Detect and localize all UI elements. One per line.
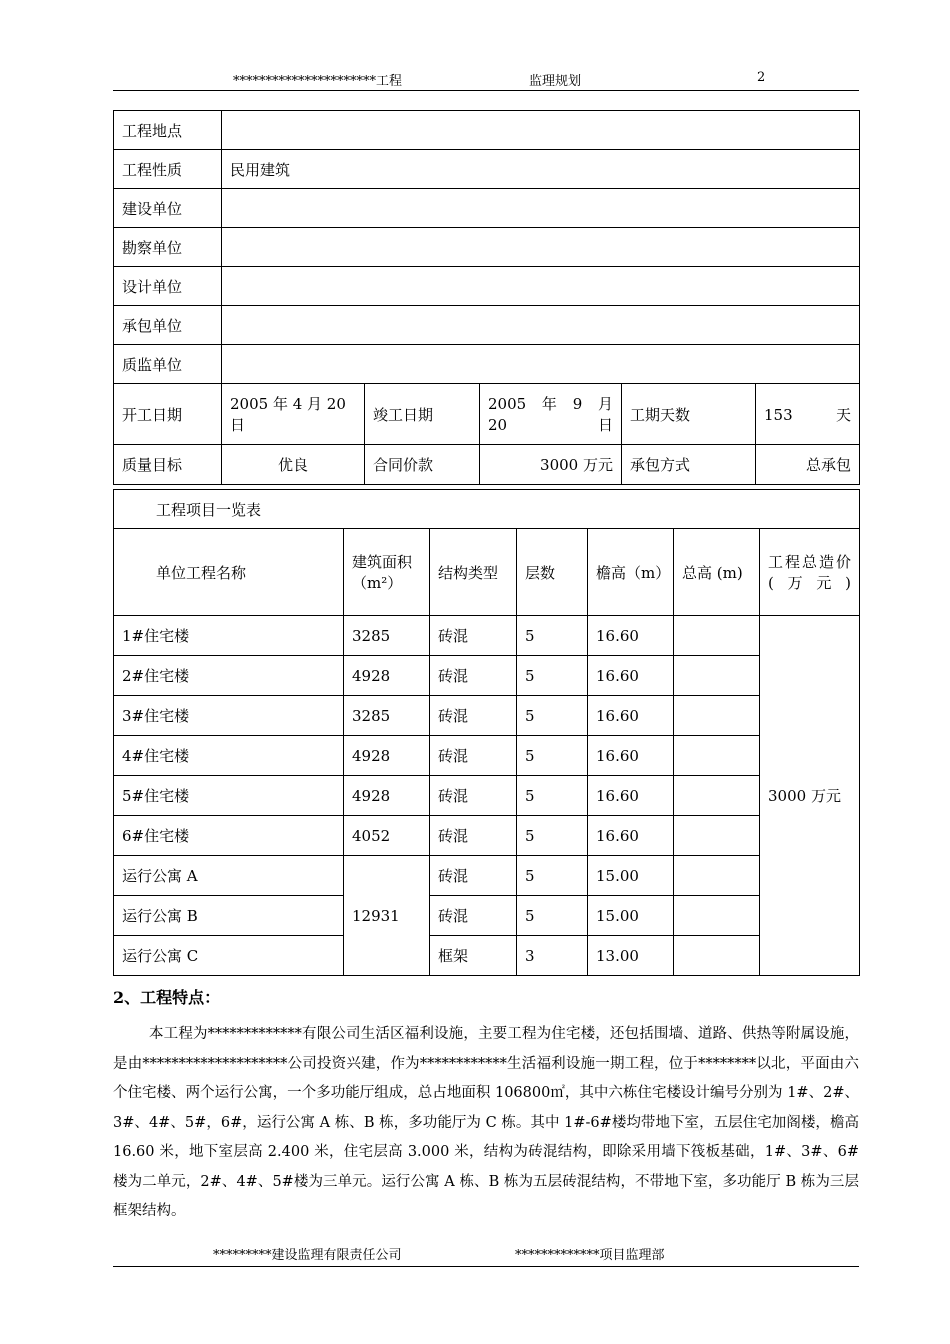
cell-structure: 砖混 (430, 776, 517, 816)
duration-label: 工期天数 (622, 384, 756, 445)
cell-area: 4052 (344, 816, 430, 856)
info-label: 质监单位 (114, 345, 222, 384)
table-row (114, 656, 860, 696)
cell-structure: 框架 (430, 936, 517, 976)
info-value (222, 111, 860, 150)
cell-total-height (674, 696, 760, 736)
cell-area: 3285 (344, 696, 430, 736)
cell-structure: 砖混 (430, 736, 517, 776)
table-row (114, 696, 860, 736)
cell-structure: 砖混 (430, 896, 517, 936)
footer-company: *********建设监理有限责任公司 (213, 1248, 402, 1263)
info-label: 建设单位 (114, 189, 222, 228)
quality-value: 优良 (222, 445, 365, 485)
info-row (114, 228, 860, 267)
table-header-row (114, 529, 860, 616)
info-label: 工程性质 (114, 150, 222, 189)
cell-floors: 5 (517, 736, 588, 776)
cell-name: 运行公寓 C (114, 936, 344, 976)
cell-total-height (674, 656, 760, 696)
table-row (114, 856, 860, 896)
cell-total-height (674, 736, 760, 776)
page-footer (113, 1242, 859, 1267)
cell-name: 3#住宅楼 (114, 696, 344, 736)
col-header-name: 单位工程名称 (114, 529, 344, 616)
col-header-floors: 层数 (517, 529, 588, 616)
price-value: 3000 万元 (480, 445, 622, 485)
cell-eave-height: 16.60 (588, 816, 674, 856)
header-project-name: **********************工程 (233, 74, 403, 89)
cell-area: 4928 (344, 656, 430, 696)
cell-floors: 3 (517, 936, 588, 976)
cell-eave-height: 15.00 (588, 856, 674, 896)
table-row (114, 616, 860, 656)
cell-floors: 5 (517, 696, 588, 736)
info-label: 勘察单位 (114, 228, 222, 267)
cell-area: 4928 (344, 736, 430, 776)
table-row (114, 816, 860, 856)
table-row (114, 936, 860, 976)
cell-structure: 砖混 (430, 696, 517, 736)
cell-total-height (674, 856, 760, 896)
terms-row (114, 445, 860, 485)
cell-name: 4#住宅楼 (114, 736, 344, 776)
info-label: 工程地点 (114, 111, 222, 150)
contract-value: 总承包 (756, 445, 860, 485)
info-label: 设计单位 (114, 267, 222, 306)
table-row (114, 776, 860, 816)
table-row (114, 896, 860, 936)
quality-label: 质量目标 (114, 445, 222, 485)
cell-floors: 5 (517, 816, 588, 856)
cell-floors: 5 (517, 616, 588, 656)
cell-total-height (674, 616, 760, 656)
cell-eave-height: 13.00 (588, 936, 674, 976)
cell-name: 2#住宅楼 (114, 656, 344, 696)
col-header-total-height: 总高 (m) (674, 529, 760, 616)
page-header (113, 66, 859, 91)
section-heading: 2、工程特点： (113, 988, 221, 1007)
cell-floors: 5 (517, 896, 588, 936)
cell-area: 4928 (344, 776, 430, 816)
info-value (222, 345, 860, 384)
info-value (222, 228, 860, 267)
end-date-label: 竣工日期 (365, 384, 480, 445)
info-value (222, 189, 860, 228)
cell-name: 运行公寓 A (114, 856, 344, 896)
cell-structure: 砖混 (430, 816, 517, 856)
info-value (222, 306, 860, 345)
table-title-row (114, 490, 860, 529)
info-label: 承包单位 (114, 306, 222, 345)
cell-floors: 5 (517, 856, 588, 896)
cell-eave-height: 16.60 (588, 656, 674, 696)
info-value: 民用建筑 (222, 150, 860, 189)
cell-eave-height: 16.60 (588, 696, 674, 736)
table-row (114, 736, 860, 776)
col-header-area: 建筑面积（m²） (344, 529, 430, 616)
info-row (114, 267, 860, 306)
col-header-structure: 结构类型 (430, 529, 517, 616)
info-row (114, 150, 860, 189)
cell-area: 3285 (344, 616, 430, 656)
cell-area-merged: 12931 (344, 856, 430, 976)
cell-total-height (674, 896, 760, 936)
info-row (114, 345, 860, 384)
project-list-title: 工程项目一览表 (114, 490, 860, 529)
start-date-label: 开工日期 (114, 384, 222, 445)
col-header-eave-height: 檐高（m） (588, 529, 674, 616)
info-value (222, 267, 860, 306)
cell-structure: 砖混 (430, 656, 517, 696)
footer-department: *************项目监理部 (515, 1248, 665, 1263)
cell-floors: 5 (517, 656, 588, 696)
cell-name: 5#住宅楼 (114, 776, 344, 816)
cell-total-height (674, 936, 760, 976)
cell-name: 1#住宅楼 (114, 616, 344, 656)
info-row (114, 189, 860, 228)
cell-eave-height: 16.60 (588, 776, 674, 816)
end-date-value: 2005 年 9 月 20 日 (480, 384, 622, 445)
dates-row (114, 384, 860, 445)
cell-eave-height: 16.60 (588, 616, 674, 656)
section-paragraph: 本工程为*************有限公司生活区福利设施，主要工程为住宅楼，还包括围墙、道路、供热等附属设施，是由********************公司投资兴建，作为************生活福利设施一期工程，位于********以北，平面由六个住宅楼、两个运行公寓，一个多功能厅组成，总占地面积 106800㎡，其中六栋住宅楼设计编号分别为 1#、2#、3#、4#、5#，6#，运行公寓 A 栋、B 栋，多功能厅为 C 栋。其中 1#-6#楼均带地下室，五层住宅加阁楼，檐高 16.60 米，地下室层高 2.400 米，住宅层高 3.000 米，结构为砖混结构，即除采用墙下筏板基础，1#、3#、6#楼为二单元，2#、4#、5#楼为三单元。运行公寓 A 栋、B 栋为五层砖混结构，不带地下室，多功能厅 B 栋为三层框架结构。 (113, 1026, 859, 1219)
header-document-title: 监理规划 (529, 74, 582, 89)
cell-total-height (674, 816, 760, 856)
info-row (114, 306, 860, 345)
cell-total-cost: 3000 万元 (760, 616, 860, 976)
start-date-value: 2005 年 4 月 20 日 (222, 384, 365, 445)
contract-label: 承包方式 (622, 445, 756, 485)
cell-name: 6#住宅楼 (114, 816, 344, 856)
project-list-table (113, 489, 860, 976)
cell-eave-height: 16.60 (588, 736, 674, 776)
header-page-number: 2 (757, 70, 766, 85)
price-label: 合同价款 (365, 445, 480, 485)
project-info-table (113, 110, 860, 485)
duration-value: 153 天 (756, 384, 860, 445)
cell-floors: 5 (517, 776, 588, 816)
cell-name: 运行公寓 B (114, 896, 344, 936)
cell-structure: 砖混 (430, 856, 517, 896)
col-header-total-cost: 工程总造价 (万元) (760, 529, 860, 616)
cell-eave-height: 15.00 (588, 896, 674, 936)
info-row (114, 111, 860, 150)
cell-total-height (674, 776, 760, 816)
cell-structure: 砖混 (430, 616, 517, 656)
